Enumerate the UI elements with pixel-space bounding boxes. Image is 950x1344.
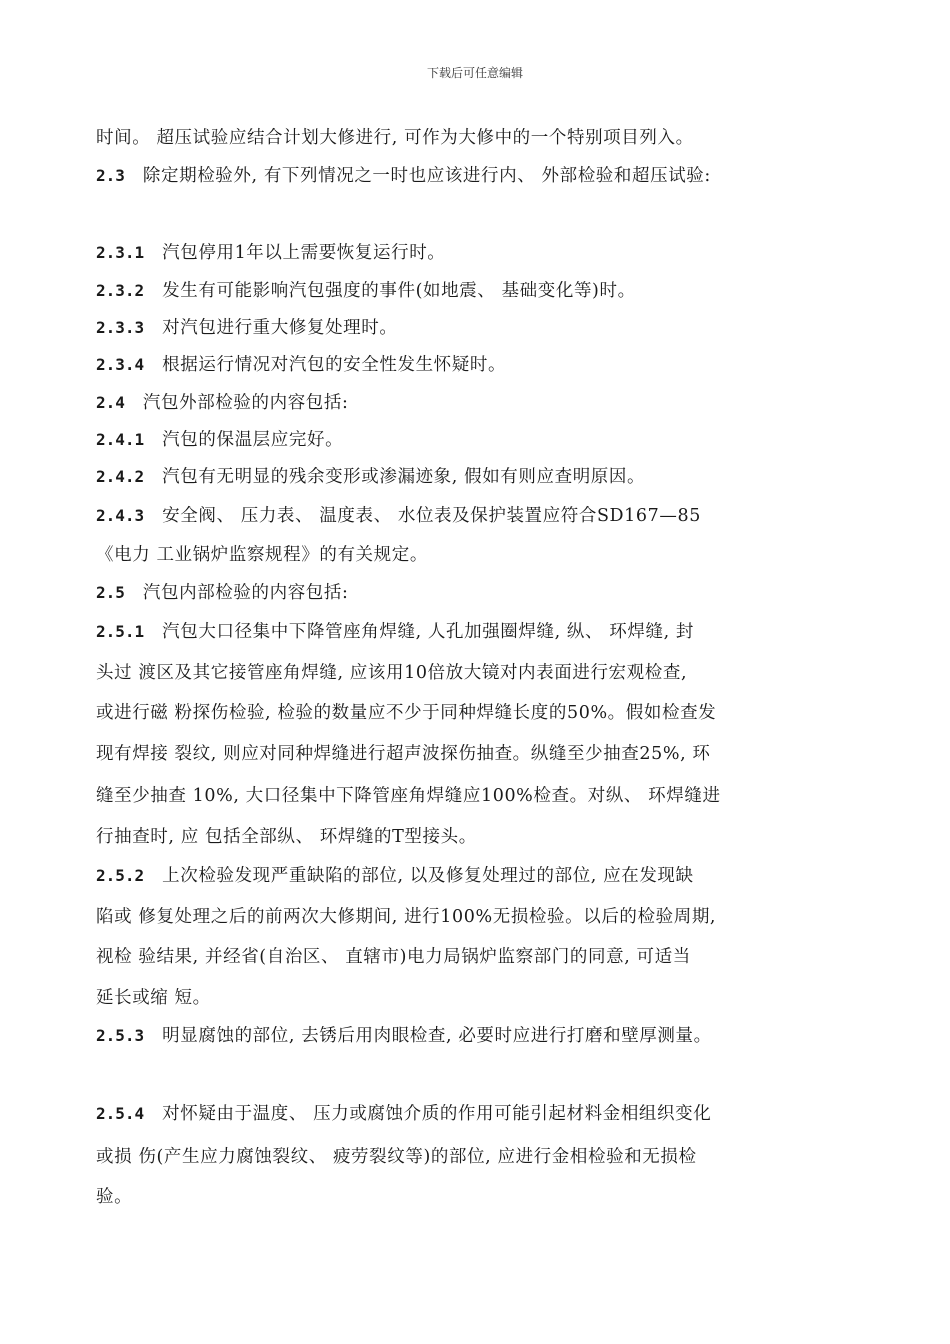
- paragraph-line: 2.5.4 对怀疑由于温度、 压力或腐蚀介质的作用可能引起材料金相组织变化: [96, 1104, 712, 1124]
- paragraph-line: 现有焊接 裂纹, 则应对同种焊缝进行超声波探伤抽查。纵缝至少抽查25%, 环: [96, 744, 711, 764]
- paragraph-line: 或损 伤(产生应力腐蚀裂纹、 疲劳裂纹等)的部位, 应进行金相检验和无损检: [96, 1147, 697, 1167]
- section-number: 2.5: [96, 583, 125, 602]
- section-number: 2.3.3: [96, 318, 145, 337]
- paragraph-line: 陷或 修复处理之后的前两次大修期间, 进行100%无损检验。以后的检验周期,: [96, 907, 717, 927]
- paragraph-line: 2.3.3 对汽包进行重大修复处理时。: [96, 318, 398, 338]
- paragraph-line: 《电力 工业锅炉监察规程》的有关规定。: [96, 545, 428, 565]
- paragraph-line: 视检 验结果, 并经省(自治区、 直辖市)电力局锅炉监察部门的同意, 可适当: [96, 947, 691, 967]
- paragraph-line: 2.4.2 汽包有无明显的残余变形或渗漏迹象, 假如有则应查明原因。: [96, 467, 646, 487]
- section-number: 2.4.2: [96, 467, 145, 486]
- paragraph-line: 2.5.1 汽包大口径集中下降管座角焊缝, 人孔加强圈焊缝, 纵、 环焊缝, 封: [96, 622, 695, 642]
- paragraph-line: 行抽查时, 应 包括全部纵、 环焊缝的T型接头。: [96, 827, 477, 847]
- paragraph-line: 2.3 除定期检验外, 有下列情况之一时也应该进行内、 外部检验和超压试验:: [96, 166, 711, 186]
- section-number: 2.5.2: [96, 866, 145, 885]
- paragraph-line: 时间。 超压试验应结合计划大修进行, 可作为大修中的一个特别项目列入。: [96, 128, 694, 148]
- paragraph-line: 2.5 汽包内部检验的内容包括:: [96, 583, 349, 603]
- section-number: 2.5.1: [96, 622, 145, 641]
- section-number: 2.5.3: [96, 1026, 145, 1045]
- paragraph-line: 延长或缩 短。: [96, 988, 211, 1008]
- paragraph-line: 2.3.1 汽包停用1年以上需要恢复运行时。: [96, 243, 446, 263]
- section-number: 2.4.3: [96, 506, 145, 525]
- paragraph-line: 2.3.2 发生有可能影响汽包强度的事件(如地震、 基础变化等)时。: [96, 281, 636, 301]
- paragraph-line: 头过 渡区及其它接管座角焊缝, 应该用10倍放大镜对内表面进行宏观检查,: [96, 663, 688, 683]
- paragraph-line: 验。: [96, 1187, 133, 1207]
- section-number: 2.3.1: [96, 243, 145, 262]
- section-number: 2.3: [96, 166, 125, 185]
- paragraph-line: 2.5.2 上次检验发现严重缺陷的部位, 以及修复处理过的部位, 应在发现缺: [96, 866, 694, 886]
- paragraph-line: 2.4.1 汽包的保温层应完好。: [96, 430, 344, 450]
- paragraph-line: 2.4.3 安全阀、 压力表、 温度表、 水位表及保护装置应符合SD167—85: [96, 506, 701, 526]
- paragraph-line: 2.4 汽包外部检验的内容包括:: [96, 393, 349, 413]
- paragraph-line: 2.3.4 根据运行情况对汽包的安全性发生怀疑时。: [96, 355, 507, 375]
- paragraph-line: 2.5.3 明显腐蚀的部位, 去锈后用肉眼检查, 必要时应进行打磨和壁厚测量。: [96, 1026, 712, 1046]
- section-number: 2.4: [96, 393, 125, 412]
- page-header: 下载后可任意编辑: [426, 66, 523, 80]
- section-number: 2.3.2: [96, 281, 145, 300]
- paragraph-line: 或进行磁 粉探伤检验, 检验的数量应不少于同种焊缝长度的50%。假如检查发: [96, 703, 717, 723]
- paragraph-line: 缝至少抽查 10%, 大口径集中下降管座角焊缝应100%检查。对纵、 环焊缝进: [96, 786, 721, 806]
- section-number: 2.3.4: [96, 355, 145, 374]
- section-number: 2.5.4: [96, 1104, 145, 1123]
- section-number: 2.4.1: [96, 430, 145, 449]
